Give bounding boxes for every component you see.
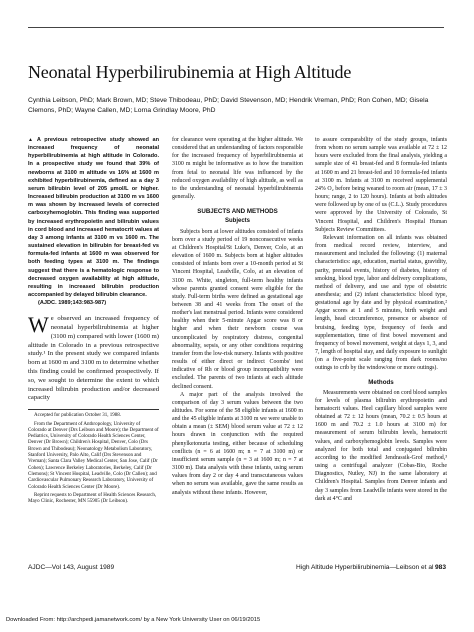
body-paragraph: for clearance were operating at the higher altitude. We considered that an understanding of factors responsible for the increased frequency of hyperbilirubinemia at 3100 m might be informative as to how the transition from fetal to neonatal life was influenced by the reduced oxygen availability of high altitude, as well as to the understanding of neonatal hyperbilirubinemia generally.: [172, 137, 303, 201]
running-footer: [296, 564, 446, 571]
section-heading: SUBJECTS AND METHODS: [197, 208, 278, 216]
article-title: Neonatal Hyperbilirubinemia at High Altitude: [28, 62, 352, 82]
subsection-heading: Methods: [368, 378, 394, 386]
column-3: [315, 136, 447, 503]
drop-cap: W: [28, 312, 49, 338]
abstract-citation: (AJDC. 1989;143:983-987): [38, 300, 107, 307]
reprints-note: Reprint requests to Department of Health Sciences Research, Mayo Clinic, Rochester, MN 55905 (Dr Leibson).: [28, 492, 157, 505]
body-paragraph: A major part of the analysis involved the comparison of day 3 serum values between the two altitudes. For some of the 58 eligible infants at 1600 m and the 45 eligible infants at 3100 m we were unable to obtain a mean (± SEM) blood serum value at 72 ± 12 hours drawn in conjunction with the required phenylketonuria testing, either because of scheduling conflicts (n = 6 at 1600 m; n = 7 at 3100 m) or insufficient serum sample (n = 3 at 1600 m; n = 7 at 3100 m). Data analysis with these infants, using serum values from day 2 or day 4 and transcutaneous values when no serum was available, gave the same results as analysis without these infants. However,: [172, 391, 303, 496]
body-paragraph: Relevant information on all infants was obtained from medical record review, interview, and measurement and included the following: (1) maternal characteristics: age, education, marital status, gravidity, parity, prenatal events, history of diabetes, history of smoking, blood type, labor and delivery complications, method of delivery, and use and type of obstetric anesthesia; and (2) infant characteristics: blood type, gestational age by date and by physical examination,² Apgar scores at 1 and 5 minutes, birth weight and length, head circumference, presence or absence of bruising, feeding type, frequency of feeds and supplementation, time of first bowel movement and frequency of bowel movement, weight at days 1, 3, and 7, length of hospital stay, and daily exposure to sunlight (on a five-point scale ranging from dark rooms/no outings to crib by the window/one or more outings).: [315, 234, 447, 372]
journal-footer: AJDC—Vol 143, August 1989: [28, 564, 115, 571]
accepted-note: Accepted for publication October 31, 1988.: [34, 413, 122, 419]
column-1: [28, 136, 159, 507]
introduction: [28, 312, 159, 403]
download-notice: Downloaded From: http://archpedi.jamanetwork.com/ by a New York University User on 06/19/2015: [6, 617, 261, 623]
body-paragraph: Subjects born at lower altitudes consisted of infants born over a study period of 19 nonconsecutive weeks at Children's Hospital/St Luke's, Denver, Colo, at an elevation of 1600 m. Subjects born at higher altitudes consisted of infants born over a 10-month period at St Vincent Hospital, Leadville, Colo, at an elevation of 3100 m. White, singleton, full-term healthy infants whose parents granted consent were eligible for the study. Full-term births were defined as gestational age between 38 and 41 weeks from The onset of the mother's last menstrual period. Infants were considered healthy when their 5-minute Apgar score was 8 or higher and when their newborn course was uncomplicated by respiratory distress, congenital abnormality, sepsis, or any other conditions requiring transfer from the low-risk nursery. Infants with positive results of either direct or indirect Coombs' test indicative of Rh or blood group incompatibility were excluded. The parents of two infants at each altitude declined consent.: [172, 228, 303, 390]
author-list: Cynthia Leibson, PhD; Mark Brown, MD; Steve Thibodeau, PhD; David Stevenson, MD; Hendrik Vreman, PhD; Ron Cohen, MD; Gisela Clemons, PhD; Wayne Callen, MD; Lorna Grindlay Moore, PhD: [28, 97, 429, 114]
intro-text: e observed an increased frequency of neonatal hyperbilirubinemia at higher (3100 m) compared with lower (1600 m) altitude in Colorado in a previous retrospective study.¹ In the present study we compared infants born at 1600 m and 3100 m to determine whether this finding could be confirmed prospectively. If so, we sought to determine the extent to which increased bilirubin production and/or decreased capacity: [28, 315, 159, 402]
running-title: High Altitude Hyperbilirubinemia—Leibson et al: [296, 564, 434, 571]
triangle-bullet-icon: ▲: [28, 137, 35, 143]
abstract-text: A previous retrospective study showed an increased frequency of neonatal hyperbilirubinemia at high altitude in Colorado. In a prospective study we found that 39% of newborns at 3100 m altitude vs 16% at 1600 m exhibited hyperbilirubinemia, defined as a day 3 serum bilirubin level of 205 µmol/L or higher. Increased bilirubin production at 3100 m vs 1600 m was shown by increased levels of corrected carboxyhemoglobin. This finding was supported by increased erythropoietin and bilirubin values in cord blood and increased hematocrit values at day 3 among infants at 3100 m vs 1600 m. The sustained elevation in bilirubin for breast-fed vs formula-fed infants at 1600 m was observed for both feeding types at 3100 m. The findings suggest that there is a hematologic response to decreased oxygen availability at high altitude, resulting in increased bilirubin production accompanied by delayed bilirubin clearance.: [28, 137, 159, 298]
top-rule: [28, 27, 444, 28]
affiliations-note: From the Department of Anthropology, University of Colorado at Denver (Drs Leibson and Moore); the Department of Pediatrics, University of Colorado Health Sciences Center, Denver (Dr Brown); Children's Hospital, Denver, Colo (Drs Brown and Thibodeau); Neonatology Metabolism Laboratory, Stanford University, Palo Alto, Calif (Drs Stevenson and Vreman); Santa Clara Valley Medical Center, San Jose, Calif (Dr Cohen); Lawrence Berkeley Laboratories, Berkeley, Calif (Dr Clemons); St Vincent Hospital, Leadville, Colo (Dr Callen); and Cardiovascular Pulmonary Research Laboratory, University of Colorado Health Sciences Center (Dr Moore).: [28, 421, 159, 490]
footnotes: [28, 409, 159, 505]
body-paragraph: to assure comparability of the study groups, infants from whom no serum sample was available at 72 ± 12 hours were excluded from the final analysis, yielding a sample size of 41 breast-fed and 8 formula-fed infants at 1600 m and 21 breast-fed and 10 formula-fed infants at 3100 m. Infants at 3100 m received supplemental 24% O₂ before being weaned to room air (mean, 17 ± 3 hours; range, 2 to 120 hours). Infants at both altitudes were followed up by one of us (C.L.). Study procedures were approved by the University of Colorado, St Vincent Hospital, and Children's Hospital Human Subjects Review Committees.: [315, 137, 447, 233]
subsection-heading: Subjects: [224, 218, 250, 225]
abstract: [28, 136, 159, 307]
body-paragraph: Measurements were obtained on cord blood samples for levels of plasma bilirubin erythropoietin and hematocrit values. Heel capillary blood samples were obtained at 72 ± 12 hours (mean, 70.2 ± 0.5 hours at 1600 m and 70.2 ± 1.0 hours at 3100 m) for measurement of serum bilirubin levels, hematocrit values, and carboxyhemoglobin levels. Samples were analyzed for both total and conjugated bilirubin according to the modified Jendrassik-Grof method,³ using a centrifugal analyzer (Cobas-Bio, Roche Diagnostics, Nutley, NJ) in the same laboratory at Children's Hospital. Samples from Denver infants and day 3 samples from Leadville infants were stored in the dark at 4°C and: [315, 389, 447, 502]
column-2: [172, 136, 303, 497]
page-number: 983: [434, 564, 446, 571]
